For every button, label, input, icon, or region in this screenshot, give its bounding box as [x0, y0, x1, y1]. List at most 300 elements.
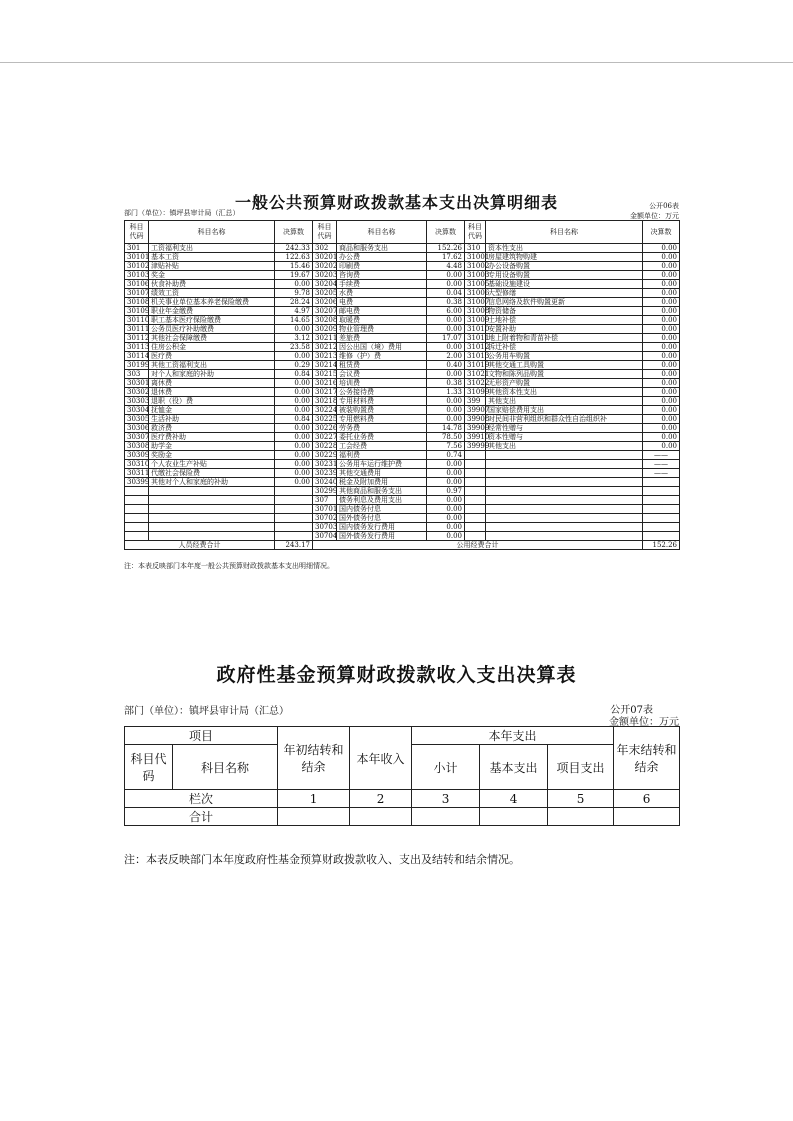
subject-code-cell: 30207	[313, 307, 337, 316]
subject-name-cell	[486, 478, 643, 487]
subject-code-cell	[465, 523, 486, 532]
amount-cell: 4.97	[275, 307, 313, 316]
table2-note: 注：本表反映部门本年度政府性基金预算财政拨款收入、支出及结转和结余情况。	[124, 853, 520, 866]
subject-name-cell: 大型修缮	[486, 289, 643, 298]
table-row	[125, 451, 680, 460]
amount-cell	[643, 532, 680, 541]
amount-cell: 0.00	[427, 280, 465, 289]
subject-code-cell: 30305	[125, 415, 149, 424]
subject-code-cell: 30208	[313, 316, 337, 325]
amount-cell: 0.00	[643, 289, 680, 298]
amount-cell	[643, 496, 680, 505]
subject-code-cell	[465, 469, 486, 478]
table-row	[125, 271, 680, 280]
amount-cell: 0.00	[275, 388, 313, 397]
total-cell-3	[412, 808, 480, 826]
subject-code-cell: 39908	[465, 415, 486, 424]
table-row	[125, 244, 680, 253]
subject-name-cell: 邮电费	[337, 307, 427, 316]
subject-code-cell: 31019	[465, 361, 486, 370]
subject-code-cell: 30203	[313, 271, 337, 280]
public-total-label: 公用经费合计	[313, 541, 643, 550]
table-row	[125, 307, 680, 316]
subject-code-cell: 31008	[465, 307, 486, 316]
subject-name-cell: 其他对个人和家庭的补助	[149, 478, 275, 487]
header-name-1: 科目名称	[149, 221, 275, 244]
subject-code-cell: 307	[313, 496, 337, 505]
subject-name-cell: 其他商品和服务支出	[337, 487, 427, 496]
amount-cell: 6.00	[427, 307, 465, 316]
subject-code-cell: 30106	[125, 280, 149, 289]
subject-name-cell: 资本性支出	[486, 244, 643, 253]
subject-name-cell: 伙食补助费	[149, 280, 275, 289]
subject-code-cell	[465, 487, 486, 496]
subject-code-cell: 30212	[313, 343, 337, 352]
subject-name-cell	[149, 487, 275, 496]
amount-cell: 0.00	[427, 478, 465, 487]
subject-code-cell	[465, 532, 486, 541]
amount-cell: 1.33	[427, 388, 465, 397]
amount-cell: 28.24	[275, 298, 313, 307]
amount-cell: 0.00	[427, 523, 465, 532]
amount-cell: 0.00	[643, 433, 680, 442]
amount-cell: 0.00	[427, 469, 465, 478]
table-row	[125, 415, 680, 424]
subject-code-cell: 30211	[313, 334, 337, 343]
amount-cell: 19.67	[275, 271, 313, 280]
amount-cell	[643, 523, 680, 532]
subject-code-cell: 31007	[465, 298, 486, 307]
table1-unit: 金额单位：万元	[630, 212, 679, 220]
subject-code-cell: 30239	[313, 469, 337, 478]
col-num-4: 4	[480, 790, 548, 808]
amount-cell: 0.00	[275, 433, 313, 442]
total-cell-2	[350, 808, 412, 826]
subject-name-cell: 助学金	[149, 442, 275, 451]
total-label: 合计	[125, 808, 278, 826]
amount-cell: 14.78	[427, 424, 465, 433]
amount-cell: 0.00	[275, 451, 313, 460]
amount-cell: 0.00	[643, 307, 680, 316]
public-total-value: 152.26	[643, 541, 680, 550]
table1-note: 注：本表反映部门本年度一般公共预算财政拨款基本支出明细情况。	[124, 562, 334, 570]
subject-code-cell: 39910	[465, 433, 486, 442]
col-num-5: 5	[548, 790, 614, 808]
table-row	[125, 433, 680, 442]
subject-name-cell	[149, 532, 275, 541]
subject-code-cell: 30240	[313, 478, 337, 487]
subject-code-cell: 30108	[125, 298, 149, 307]
subject-name-cell: 劳务费	[337, 424, 427, 433]
amount-cell: 0.00	[427, 406, 465, 415]
table-row	[125, 325, 680, 334]
table-row	[125, 469, 680, 478]
col-num-2: 2	[350, 790, 412, 808]
table-row	[125, 262, 680, 271]
subject-name-cell: 奖金	[149, 271, 275, 280]
col-num-6: 6	[614, 790, 680, 808]
amount-cell: 0.00	[427, 316, 465, 325]
subject-name-cell: 公务用车运行维护费	[337, 460, 427, 469]
table1-total-row	[125, 541, 680, 550]
amount-cell: 0.00	[427, 415, 465, 424]
amount-cell: 0.00	[643, 388, 680, 397]
table1-title: 一般公共预算财政拨款基本支出决算明细表	[234, 193, 558, 212]
amount-cell: 0.00	[643, 361, 680, 370]
subject-name-cell: 手续费	[337, 280, 427, 289]
table-row	[125, 487, 680, 496]
header-code-2: 科目代码	[313, 221, 337, 244]
subject-code-cell: 30202	[313, 262, 337, 271]
col-num-1: 1	[278, 790, 350, 808]
subject-code-cell: 30229	[313, 451, 337, 460]
subject-name-cell: 专用材料费	[337, 397, 427, 406]
amount-cell: 0.04	[427, 289, 465, 298]
amount-cell: 0.00	[643, 379, 680, 388]
amount-cell	[275, 514, 313, 523]
amount-cell: 4.48	[427, 262, 465, 271]
subject-name-cell: 水费	[337, 289, 427, 298]
subject-name-cell: 医疗费	[149, 352, 275, 361]
amount-cell: 0.00	[427, 343, 465, 352]
amount-cell: 9.78	[275, 289, 313, 298]
amount-cell: 17.62	[427, 253, 465, 262]
amount-cell	[643, 514, 680, 523]
table-row	[125, 397, 680, 406]
subject-code-cell: 31005	[465, 280, 486, 289]
amount-cell: 0.38	[427, 298, 465, 307]
amount-cell: 0.00	[643, 325, 680, 334]
header-name-2: 科目名称	[337, 221, 427, 244]
subject-name-cell: 退休费	[149, 388, 275, 397]
subject-code-cell	[465, 514, 486, 523]
table-row	[125, 442, 680, 451]
subject-name-cell: 绩效工资	[149, 289, 275, 298]
subject-code-cell	[125, 505, 149, 514]
amount-cell: 0.00	[643, 442, 680, 451]
amount-cell: 242.33	[275, 244, 313, 253]
subject-name-cell	[486, 505, 643, 514]
amount-cell: 0.00	[275, 442, 313, 451]
lanci-label: 栏次	[125, 790, 278, 808]
amount-cell: 152.26	[427, 244, 465, 253]
table-row	[125, 298, 680, 307]
table-row	[125, 514, 680, 523]
subject-code-cell: 30702	[313, 514, 337, 523]
subject-code-cell: 30704	[313, 532, 337, 541]
amount-cell: 0.00	[643, 352, 680, 361]
amount-cell: 0.00	[427, 397, 465, 406]
amount-cell: 0.74	[427, 451, 465, 460]
table-row	[125, 460, 680, 469]
amount-cell	[275, 496, 313, 505]
subject-code-cell	[465, 460, 486, 469]
subject-name-cell: 租赁费	[337, 361, 427, 370]
amount-cell: 0.00	[643, 424, 680, 433]
subject-name-cell: 电费	[337, 298, 427, 307]
subject-name-cell: 物业管理费	[337, 325, 427, 334]
table-row	[125, 505, 680, 514]
subject-code-cell: 30306	[125, 424, 149, 433]
subject-code-cell: 30228	[313, 442, 337, 451]
scan-top-rule	[0, 62, 793, 63]
subject-name-cell: 咨询费	[337, 271, 427, 280]
table-row	[125, 424, 680, 433]
amount-cell: 15.46	[275, 262, 313, 271]
table-row	[125, 379, 680, 388]
subject-name-cell: 福利费	[337, 451, 427, 460]
subject-name-cell: 资本性赠与	[486, 433, 643, 442]
subject-code-cell	[465, 451, 486, 460]
amount-cell: 0.00	[427, 460, 465, 469]
subject-code-cell: 39999	[465, 442, 486, 451]
amount-cell: ——	[643, 451, 680, 460]
amount-cell	[275, 487, 313, 496]
subject-name-cell: 基础设施建设	[486, 280, 643, 289]
subject-code-cell: 30206	[313, 298, 337, 307]
subject-name-cell	[486, 451, 643, 460]
amount-cell	[643, 487, 680, 496]
subject-code-cell: 30399	[125, 478, 149, 487]
subject-code-cell: 30110	[125, 316, 149, 325]
amount-cell: 0.29	[275, 361, 313, 370]
subject-name-cell	[486, 469, 643, 478]
subject-name-cell: 其他交通工具购置	[486, 361, 643, 370]
subject-code-cell: 30226	[313, 424, 337, 433]
amount-cell: 0.00	[275, 379, 313, 388]
subject-name-cell: 个人农业生产补贴	[149, 460, 275, 469]
subject-code-cell: 30214	[313, 361, 337, 370]
total-cell-1	[278, 808, 350, 826]
subject-name-cell: 公务接待费	[337, 388, 427, 397]
total-cell-4	[480, 808, 548, 826]
subject-code-cell: 30111	[125, 325, 149, 334]
amount-cell: 0.00	[643, 280, 680, 289]
amount-cell: 0.00	[275, 469, 313, 478]
subject-name-cell: 对民间非营利组织和群众性自治组织补	[486, 415, 643, 424]
basic-expenditure-table	[124, 220, 680, 550]
header-item: 项目	[125, 727, 278, 745]
subject-name-cell	[486, 514, 643, 523]
subject-name-cell: 津贴补贴	[149, 262, 275, 271]
subject-name-cell: 国外债务付息	[337, 514, 427, 523]
subject-code-cell: 31002	[465, 262, 486, 271]
subject-name-cell: 国内债务发行费用	[337, 523, 427, 532]
subject-code-cell: 31021	[465, 370, 486, 379]
subject-code-cell: 31006	[465, 289, 486, 298]
subject-code-cell: 30103	[125, 271, 149, 280]
subject-name-cell	[149, 523, 275, 532]
subject-code-cell: 310	[465, 244, 486, 253]
amount-cell: 0.00	[643, 262, 680, 271]
subject-code-cell	[125, 523, 149, 532]
subject-code-cell: 30310	[125, 460, 149, 469]
subject-code-cell: 30227	[313, 433, 337, 442]
subject-name-cell: 其他社会保障缴费	[149, 334, 275, 343]
amount-cell: 0.00	[643, 316, 680, 325]
subject-code-cell: 30215	[313, 370, 337, 379]
subject-code-cell: 39909	[465, 424, 486, 433]
amount-cell: 0.00	[275, 280, 313, 289]
table-row	[125, 532, 680, 541]
amount-cell	[275, 505, 313, 514]
subject-code-cell: 30307	[125, 433, 149, 442]
table2-title: 政府性基金预算财政拨款收入支出决算表	[216, 664, 577, 686]
subject-name-cell: 退职（役）费	[149, 397, 275, 406]
subject-name-cell: 其他支出	[486, 442, 643, 451]
total-cell-5	[548, 808, 614, 826]
amount-cell	[275, 532, 313, 541]
subject-name-cell: 奖励金	[149, 451, 275, 460]
subject-name-cell: 税金及附加费用	[337, 478, 427, 487]
subject-name-cell: 国家赔偿费用支出	[486, 406, 643, 415]
amount-cell: 0.00	[427, 370, 465, 379]
subject-name-cell	[149, 505, 275, 514]
amount-cell: 0.00	[643, 244, 680, 253]
table-row	[125, 316, 680, 325]
amount-cell: 0.00	[427, 325, 465, 334]
subject-name-cell: 办公费	[337, 253, 427, 262]
subject-name-cell: 债务利息及费用支出	[337, 496, 427, 505]
table-row	[125, 523, 680, 532]
amount-cell: 0.00	[275, 406, 313, 415]
subject-name-cell	[486, 523, 643, 532]
table2-total-row	[125, 808, 680, 826]
header-expense: 本年支出	[412, 727, 614, 745]
subject-name-cell: 其他支出	[486, 397, 643, 406]
subject-name-cell: 其他工资福利支出	[149, 361, 275, 370]
subject-code-cell: 30299	[313, 487, 337, 496]
header-code-3: 科目代码	[465, 221, 486, 244]
subject-code-cell: 30113	[125, 343, 149, 352]
amount-cell: 0.84	[275, 415, 313, 424]
amount-cell: 0.00	[427, 271, 465, 280]
subject-code-cell: 30204	[313, 280, 337, 289]
personnel-total-value: 243.17	[275, 541, 313, 550]
amount-cell: 0.00	[275, 352, 313, 361]
amount-cell: 0.00	[643, 271, 680, 280]
table2-header-row-1	[125, 727, 680, 745]
amount-cell: 0.00	[275, 397, 313, 406]
subject-code-cell: 30201	[313, 253, 337, 262]
subject-name-cell: 抚恤金	[149, 406, 275, 415]
amount-cell	[643, 478, 680, 487]
subject-code-cell: 31012	[465, 343, 486, 352]
subject-name-cell: 住房公积金	[149, 343, 275, 352]
subject-code-cell: 30114	[125, 352, 149, 361]
table-row	[125, 370, 680, 379]
header-income: 本年收入	[350, 727, 412, 790]
amount-cell	[643, 505, 680, 514]
subject-code-cell: 303	[125, 370, 149, 379]
subject-code-cell: 30302	[125, 388, 149, 397]
table-row	[125, 388, 680, 397]
subject-name-cell: 土地补偿	[486, 316, 643, 325]
subject-code-cell: 30701	[313, 505, 337, 514]
amount-cell: 0.00	[643, 406, 680, 415]
subject-name-cell: 医疗费补助	[149, 433, 275, 442]
subject-name-cell: 职工基本医疗保险缴费	[149, 316, 275, 325]
subject-code-cell: 31001	[465, 253, 486, 262]
subject-name-cell: 维修（护）费	[337, 352, 427, 361]
subject-name-cell: 专用设备购置	[486, 271, 643, 280]
subject-name-cell: 工会经费	[337, 442, 427, 451]
fund-budget-table	[124, 726, 680, 826]
subject-name-cell: 拆迁补偿	[486, 343, 643, 352]
subject-name-cell	[486, 496, 643, 505]
amount-cell: 0.00	[275, 424, 313, 433]
subject-code-cell	[465, 496, 486, 505]
subject-code-cell: 301	[125, 244, 149, 253]
subject-code-cell: 30311	[125, 469, 149, 478]
subject-name-cell: 印刷费	[337, 262, 427, 271]
amount-cell: 0.00	[643, 334, 680, 343]
amount-cell: 7.56	[427, 442, 465, 451]
subject-name-cell: 公务员医疗补助缴费	[149, 325, 275, 334]
subject-name-cell: 生活补助	[149, 415, 275, 424]
subject-name-cell: 机关事业单位基本养老保险缴费	[149, 298, 275, 307]
amount-cell: 0.00	[643, 253, 680, 262]
subject-code-cell: 30112	[125, 334, 149, 343]
subject-code-cell: 39907	[465, 406, 486, 415]
header-name-3: 科目名称	[486, 221, 643, 244]
subject-name-cell: 会议费	[337, 370, 427, 379]
amount-cell: 78.50	[427, 433, 465, 442]
subject-code-cell: 30209	[313, 325, 337, 334]
table-row	[125, 289, 680, 298]
subject-name-cell: 国内债务付息	[337, 505, 427, 514]
header-basic-expense: 基本支出	[480, 745, 548, 790]
amount-cell: 0.00	[427, 532, 465, 541]
subject-name-cell: 房屋建筑物购建	[486, 253, 643, 262]
subject-code-cell: 302	[313, 244, 337, 253]
subject-code-cell	[125, 514, 149, 523]
subject-code-cell: 30213	[313, 352, 337, 361]
subject-name-cell: 地上附着物和青苗补偿	[486, 334, 643, 343]
subject-name-cell: 基本工资	[149, 253, 275, 262]
subject-code-cell: 30301	[125, 379, 149, 388]
subject-code-cell: 30309	[125, 451, 149, 460]
personnel-total-label: 人员经费合计	[125, 541, 275, 550]
amount-cell: 0.00	[643, 370, 680, 379]
subject-name-cell: 代缴社会保险费	[149, 469, 275, 478]
subject-code-cell: 30102	[125, 262, 149, 271]
subject-name-cell: 物资储备	[486, 307, 643, 316]
header-amount-3: 决算数	[643, 221, 680, 244]
header-amount-2: 决算数	[427, 221, 465, 244]
subject-name-cell: 商品和服务支出	[337, 244, 427, 253]
amount-cell	[275, 523, 313, 532]
subject-name-cell	[149, 514, 275, 523]
amount-cell: ——	[643, 469, 680, 478]
subject-name-cell: 工资福利支出	[149, 244, 275, 253]
col-num-3: 3	[412, 790, 480, 808]
subject-name-cell: 因公出国（境）费用	[337, 343, 427, 352]
subject-name-cell: 文物和陈列品购置	[486, 370, 643, 379]
subject-name-cell: 培训费	[337, 379, 427, 388]
subject-name-cell: 其他交通费用	[337, 469, 427, 478]
table-row	[125, 361, 680, 370]
table1-form-no: 公开06表	[649, 202, 679, 210]
subject-code-cell: 30205	[313, 289, 337, 298]
subject-name-cell: 职业年金缴费	[149, 307, 275, 316]
amount-cell: 0.00	[643, 415, 680, 424]
subject-code-cell: 31099	[465, 388, 486, 397]
header-project-expense: 项目支出	[548, 745, 614, 790]
subject-code-cell: 30218	[313, 397, 337, 406]
header-begin-balance: 年初结转和结余	[278, 727, 350, 790]
amount-cell: 14.65	[275, 316, 313, 325]
